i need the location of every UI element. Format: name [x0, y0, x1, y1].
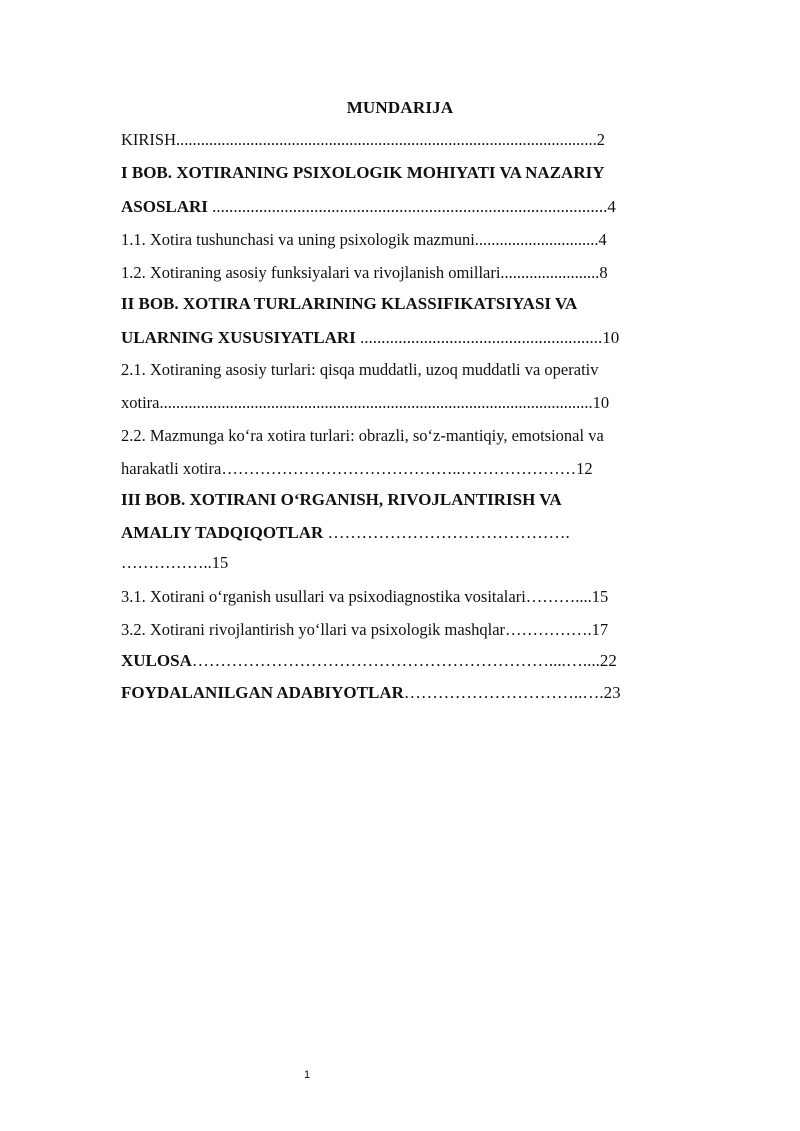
- toc-chapter-3-line-2: [121, 523, 570, 543]
- toc-chapter-3-title-end: AMALIY TADQIQOTLAR: [121, 523, 324, 542]
- toc-entry-2-1-line-2: xotira.........................................................................................................10: [121, 393, 610, 412]
- toc-chapter-1-line-2: [121, 197, 616, 217]
- toc-entry-3-2: 3.2. Xotirani rivojlantirish yo‘llari va psixologik mashqlar…………….17: [121, 620, 609, 639]
- toc-entry-2-2-line-1: 2.2. Mazmunga ko‘ra xotira turlari: obrazli, so‘z-mantiqiy, emotsional va: [121, 426, 604, 445]
- toc-chapter-2-leader: .........................................................10: [355, 328, 620, 347]
- toc-chapter-3-line-1: III BOB. XOTIRANI O‘RGANISH, RIVOJLANTIRISH VA: [121, 490, 562, 509]
- toc-chapter-3-page: ……………..15: [121, 553, 229, 572]
- toc-xulosa-leader: ………………………………………………………....…....22: [191, 651, 617, 670]
- toc-entry-kirish: KIRISH......................................................................................................2: [121, 130, 606, 149]
- toc-entry-3-1: 3.1. Xotirani o‘rganish usullari va psixodiagnostika vositalari………....15: [121, 587, 609, 606]
- toc-adabiyotlar-title: FOYDALANILGAN ADABIYOTLAR: [121, 683, 404, 702]
- toc-chapter-2-title-end: ULARNING XUSUSIYATLARI: [121, 328, 356, 347]
- toc-entry-1-1: 1.1. Xotira tushunchasi va uning psixologik mazmuni..............................4: [121, 230, 607, 249]
- toc-chapter-1-title-end: ASOSLARI: [121, 197, 208, 216]
- toc-entry-adabiyotlar: [121, 683, 621, 703]
- toc-adabiyotlar-leader: …………………………..….23: [403, 683, 621, 702]
- toc-entry-2-2-line-2: harakatli xotira……………………………………..…………………12: [121, 459, 593, 478]
- toc-chapter-1-leader: .............................................................................................4: [207, 197, 616, 216]
- toc-title: MUNDARIJA: [346, 98, 454, 117]
- toc-entry-2-1-line-1: 2.1. Xotiraning asosiy turlari: qisqa muddatli, uzoq muddatli va operativ: [121, 360, 599, 379]
- toc-entry-1-2: 1.2. Xotiraning asosiy funksiyalari va rivojlanish omillari........................8: [121, 263, 608, 282]
- toc-entry-xulosa: [121, 651, 617, 671]
- toc-chapter-2-line-1: II BOB. XOTIRA TURLARINING KLASSIFIKATSIYASI VA: [121, 294, 578, 313]
- toc-chapter-2-line-2: [121, 328, 619, 348]
- toc-chapter-3-leader: …………………………………….: [323, 523, 570, 542]
- toc-xulosa-title: XULOSA: [121, 651, 192, 670]
- page-number: 1: [303, 1069, 311, 1081]
- toc-chapter-1-line-1: I BOB. XOTIRANING PSIXOLOGIK MOHIYATI VA NAZARIY: [121, 163, 605, 182]
